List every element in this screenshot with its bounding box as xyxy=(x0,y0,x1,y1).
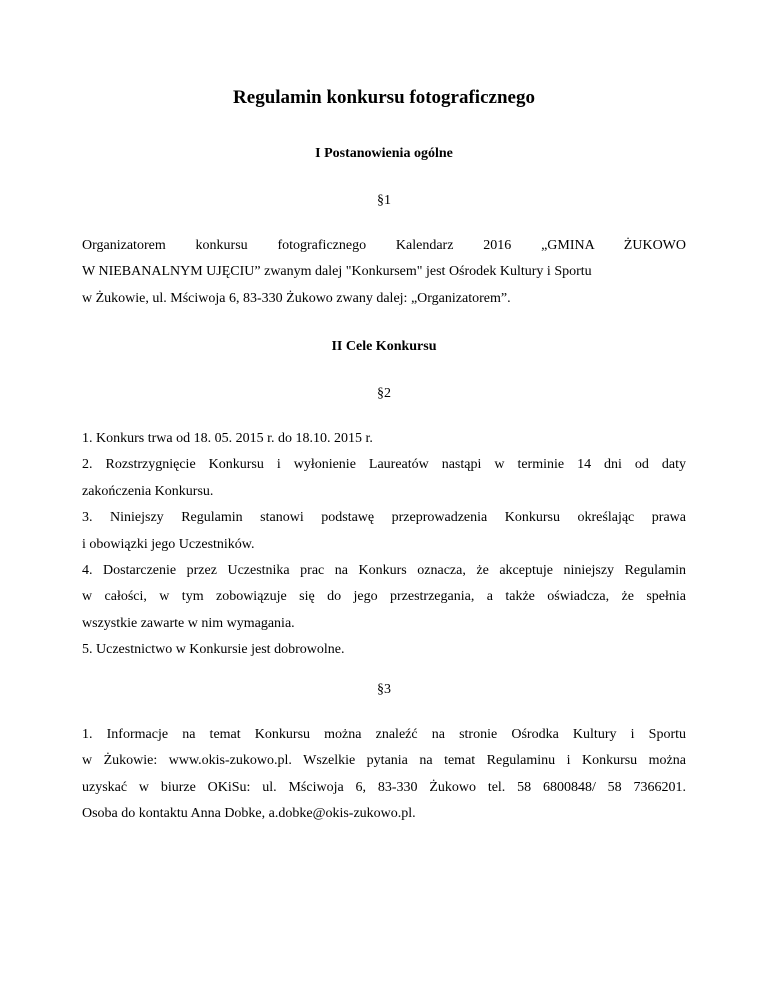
document-title: Regulamin konkursu fotograficznego xyxy=(233,87,535,108)
text-line: Organizatorem konkursu fotograficznego Kalendarz 2016 „GMINA ŻUKOWO xyxy=(82,238,686,253)
text-line: w Żukowie: www.okis-zukowo.pl. Wszelkie pytania na temat Regulaminu i Konkursu można xyxy=(82,753,686,769)
section-2-heading: II Cele Konkursu xyxy=(331,339,437,354)
section-2-list xyxy=(82,426,686,664)
section-1-heading: I Postanowienia ogólne xyxy=(315,146,453,161)
text-line: Osoba do kontaktu Anna Dobke, a.dobke@okis-zukowo.pl. xyxy=(82,806,416,822)
list-item: 3. Niniejszy Regulamin stanowi podstawę przeprowadzenia Konkursu określając prawa xyxy=(82,510,686,526)
paragraph-mark-2: §2 xyxy=(377,386,391,401)
text-line: W NIEBANALNYM UJĘCIU” zwanym dalej "Konkursem" jest Ośrodek Kultury i Sportu xyxy=(82,264,592,280)
paragraph-mark-1: §1 xyxy=(377,193,391,208)
section-1-text xyxy=(82,233,686,312)
text-line: w Żukowie, ul. Mściwoja 6, 83-330 Żukowo zwany dalej: „Organizatorem”. xyxy=(82,290,511,306)
list-item-continuation: w całości, w tym zobowiązuje się do jego przestrzegania, a także oświadcza, że spełnia xyxy=(82,589,686,605)
list-item-continuation: i obowiązki jego Uczestników. xyxy=(82,536,255,552)
list-item: 2. Rozstrzygnięcie Konkursu i wyłonienie Laureatów nastąpi w terminie 14 dni od daty xyxy=(82,457,686,473)
list-item: 1. Konkurs trwa od 18. 05. 2015 r. do 18.10. 2015 r. xyxy=(82,431,373,446)
text-line: 1. Informacje na temat Konkursu można znaleźć na stronie Ośrodka Kultury i Sportu xyxy=(82,727,686,742)
text-line: uzyskać w biurze OKiSu: ul. Mściwoja 6, 83-330 Żukowo tel. 58 6800848/ 58 7366201. xyxy=(82,779,686,795)
list-item: 4. Dostarczenie przez Uczestnika prac na Konkurs oznacza, że akceptuje niniejszy Regulamin xyxy=(82,563,686,579)
paragraph-mark-3: §3 xyxy=(377,682,391,697)
list-item-continuation: zakończenia Konkursu. xyxy=(82,483,214,499)
list-item: 5. Uczestnictwo w Konkursie jest dobrowolne. xyxy=(82,642,345,658)
section-3-text xyxy=(82,722,686,828)
list-item-continuation: wszystkie zawarte w nim wymagania. xyxy=(82,615,295,631)
